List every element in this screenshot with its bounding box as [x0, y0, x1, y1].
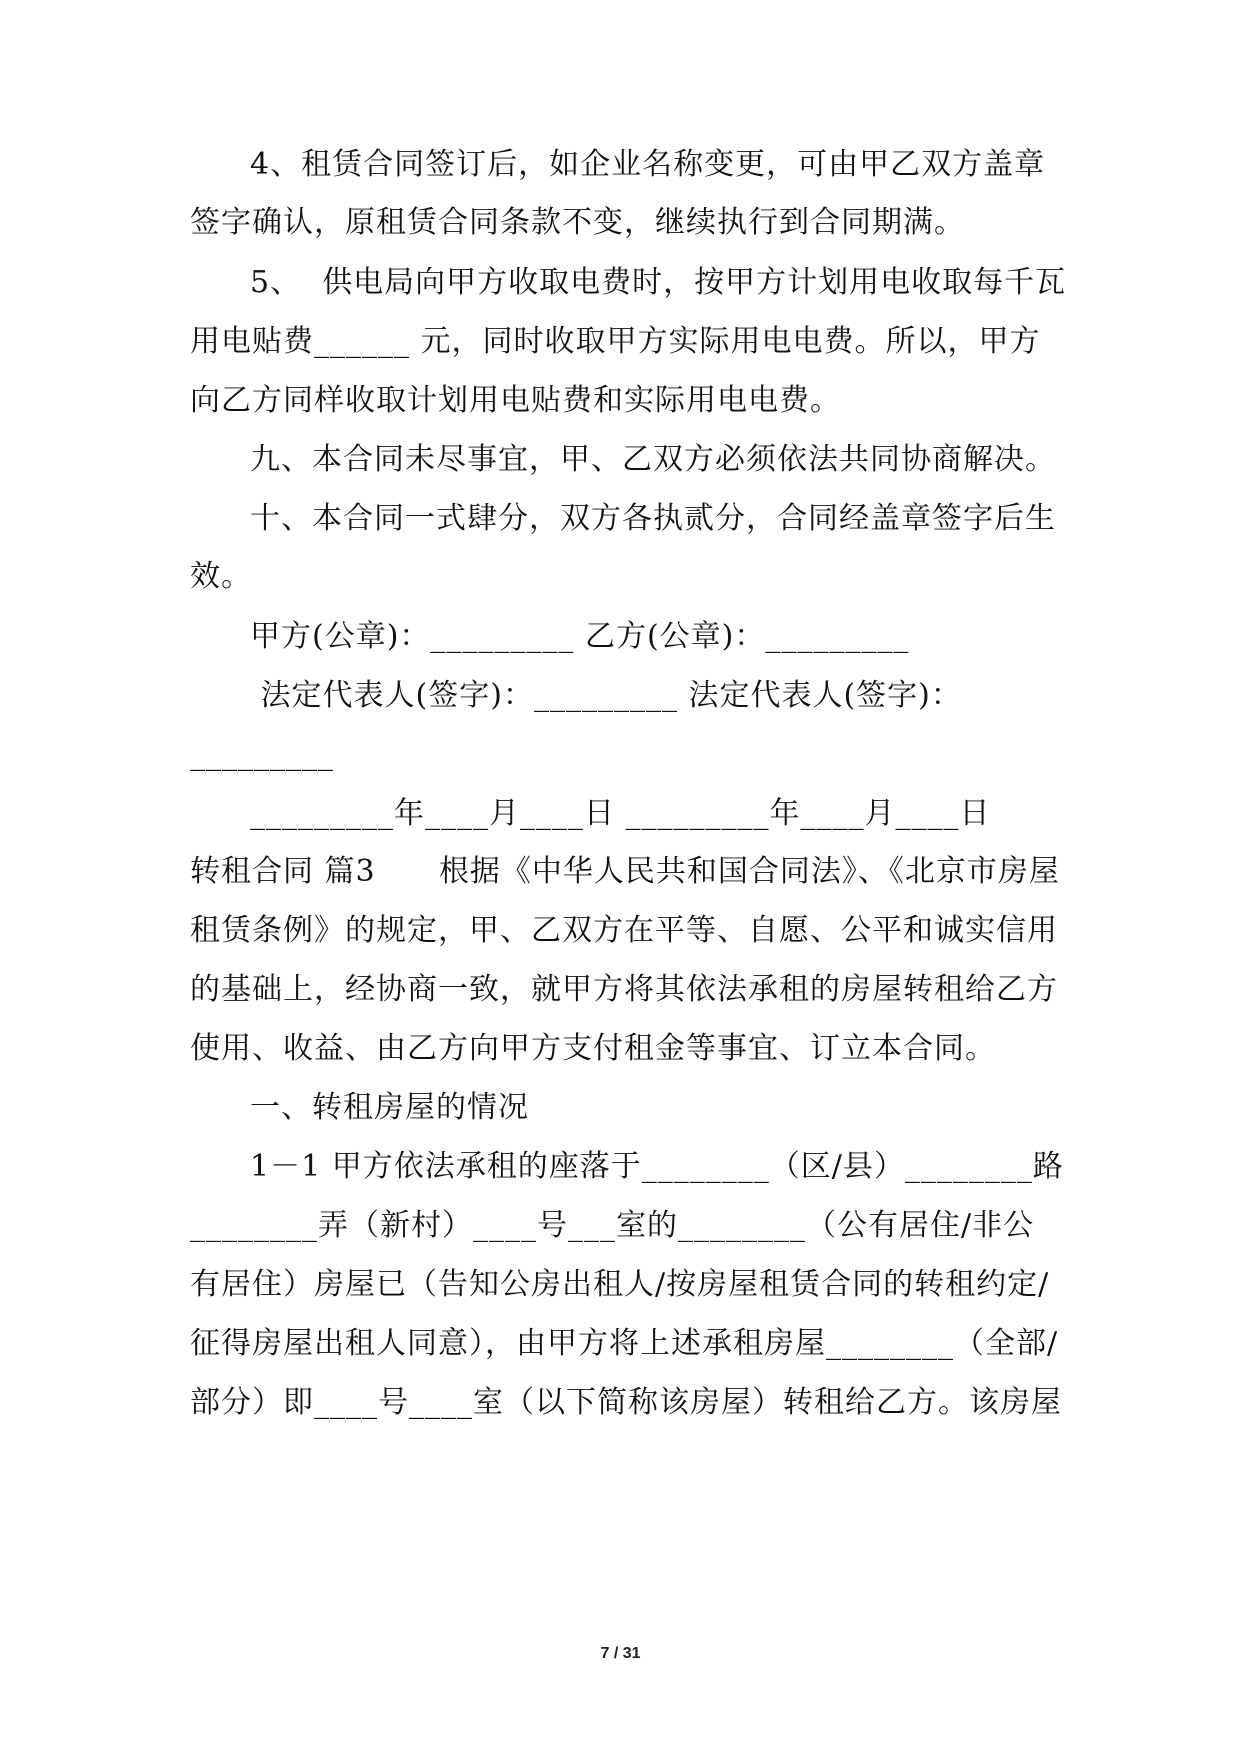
paragraph-line: 5、 供电局向甲方收取电费时，按甲方计划用电收取每千瓦 — [250, 265, 1067, 300]
signature-blank: _________ — [190, 737, 334, 772]
paragraph-line: 部分）即____号____室（以下简称该房屋）转租给乙方。该房屋 — [190, 1385, 1062, 1420]
paragraph-line: 签字确认，原租赁合同条款不变，继续执行到合同期满。 — [190, 205, 965, 240]
paragraph-line: 使用、收益、由乙方向甲方支付租金等事宜、订立本合同。 — [190, 1031, 996, 1066]
paragraph-line: 4、租赁合同签订后，如企业名称变更，可由甲乙双方盖章 — [250, 147, 1046, 182]
signature-date-line: _________年____月____日 _________年____月____日 — [250, 796, 991, 831]
section-heading-line: 转租合同 篇3 根据《中华人民共和国合同法》、《北京市房屋 — [190, 854, 1060, 889]
subsection-heading: 一、转租房屋的情况 — [250, 1090, 529, 1125]
paragraph-line: 效。 — [190, 559, 252, 594]
paragraph-line: 九、本合同未尽事宜，甲、乙双方必须依法共同协商解决。 — [250, 442, 1056, 477]
paragraph-line: 租赁条例》的规定，甲、乙双方在平等、自愿、公平和诚实信用 — [190, 913, 1058, 948]
paragraph-line: 有居住）房屋已（告知公房出租人/按房屋租赁合同的转租约定/ — [190, 1267, 1050, 1302]
paragraph-line: 十、本合同一式肆分，双方各执贰分，合同经盖章签字后生 — [250, 501, 1056, 536]
paragraph-line: 用电贴费______ 元，同时收取甲方实际用电电费。所以，甲方 — [190, 324, 1041, 359]
signature-line-representative: 法定代表人(签字)：_________ 法定代表人(签字)： — [250, 678, 962, 713]
paragraph-line: ________弄（新村）____号___室的________（公有居住/非公 — [190, 1208, 1035, 1243]
paragraph-line: 征得房屋出租人同意），由甲方将上述承租房屋________（全部/ — [190, 1326, 1059, 1361]
paragraph-line: 1－1 甲方依法承租的座落于________（区/县）________路 — [250, 1149, 1064, 1184]
paragraph-line: 的基础上，经协商一致，就甲方将其依法承租的房屋转租给乙方 — [190, 972, 1058, 1007]
paragraph-line: 向乙方同样收取计划用电贴费和实际用电电费。 — [190, 383, 841, 418]
page-number: 7 / 31 — [600, 1645, 641, 1662]
signature-line-seal: 甲方(公章)：_________ 乙方(公章)：_________ — [250, 619, 910, 654]
